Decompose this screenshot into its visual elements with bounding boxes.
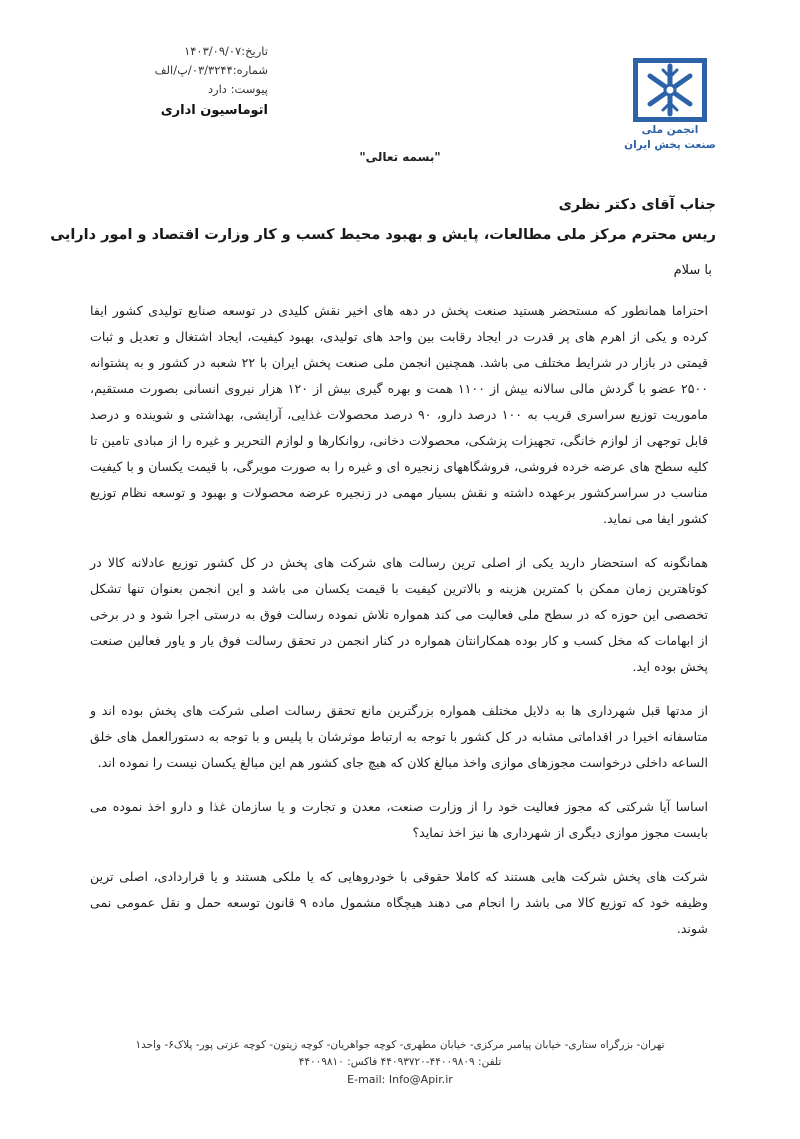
invocation: "بسمه تعالی" (359, 150, 441, 164)
addressee-title: جناب آقای دکتر نظری (558, 197, 716, 213)
office-automation-label: اتوماسیون اداری (160, 103, 268, 118)
body-paragraph: احتراما همانطور که مستحضر هستید صنعت پخش در دهه های اخیر نقش کلیدی در توسعه صنایع تولیدی کشور ایفا کرده و یکی از اهرم های پر قدرت در ایجاد رقابت بین واحد های تولیدی، بهبود کیفیت، ایجاد اشتغال و تعدیل و ثبات قیمتی در بازار در شرایط مختلف می باشد. همچنین انجمن ملی صنعت پخش ایران با ۲۲ شعبه در کشور و به پشتوانه ۲۵۰۰ عضو با گردش مالی سالانه بیش از ۱۱۰۰ همت و بهره گیری بیش از ۱۲۰ هزار نیروی انسانی بصورت مستقیم، ماموریت توزیع سراسری قریب به ۱۰۰ درصد دارو، ۹۰ درصد محصولات غذایی، آرایشی، بهداشتی و شوینده و درصد قابل توجهی از لوازم خانگی، تجهیزات پزشکی، محصولات دخانی، روانکارها و لوازم التحریر و غیره را از مبادی تامین تا کلیه سطح های عرضه خرده فروشی، فروشگاههای زنجیره ای و غیره را به صورت مویرگی، با قیمت یکسان و با کیفیت مناسب در سراسرکشور برعهده داشته و نقش بسیار مهمی در زنجیره عرضه محصولات و بهبود و توسعه نظام توزیع کشور ایفا می نماید. (90, 303, 709, 526)
snowflake-logo-icon (633, 58, 707, 122)
letter-attachment: پیوست: دارد (207, 82, 268, 96)
logo-name-line2: صنعت پخش ایران (624, 139, 716, 151)
letter-meta (118, 42, 268, 120)
logo-name-line1: انجمن ملی (641, 124, 699, 136)
addressee-block (50, 190, 716, 250)
addressee-position: ریس محترم مرکز ملی مطالعات، پایش و بهبود محیط کسب و کار وزارت اقتصاد و امور دارایی (50, 227, 716, 243)
footer-address: تهران- بزرگراه ستاری- خیابان پیامبر مرکزی- خیابان مطهری- کوچه جواهریان- کوچه زیتون- کوچه عزتی پور- پلاک۶- واحد۱ (135, 1039, 665, 1051)
letter-date: تاریخ:۱۴۰۳/۰۹/۰۷ (184, 44, 268, 58)
letter-footer (0, 1037, 800, 1088)
greeting: با سلام (673, 263, 712, 278)
letter-number: شماره:۰۳/۳۲۴۴/پ/الف (154, 63, 268, 77)
body-paragraph: شرکت های پخش شرکت هایی هستند که کاملا حقوقی با خودروهایی که یا ملکی هستند و یا قراردادی، اصلی ترین وظیفه خود که توزیع کالا می باشد را انجام می دهند هیچگاه مشمول ماده ۹ قانون توسعه حمل و نقل عمومی نمی شوند. (90, 869, 708, 936)
letter-body (90, 298, 708, 960)
association-logo (624, 58, 716, 152)
body-paragraph: اساسا آیا شرکتی که مجوز فعالیت خود را از وزارت صنعت، معدن و تجارت و یا سازمان غذا و دارو اخذ نموده می بایست مجوز موازی دیگری از شهرداری ها نیز اخذ نماید؟ (90, 799, 708, 840)
footer-phones: تلفن: ۴۴۰۰۹۸۰۹-۴۴۰۹۳۷۲۰ فاکس: ۴۴۰۰۹۸۱۰ (298, 1056, 502, 1068)
footer-email: E-mail: Info@Apir.ir (347, 1073, 453, 1086)
body-paragraph: از مدتها قبل شهرداری ها به دلایل مختلف همواره بزرگترین مانع تحقق رسالت اصلی شرکت های پخش بوده اند و متاسفانه اخیرا در اقداماتی مشابه در کل کشور با توجه به ارتباط موثرشان با پلیس و با توجه به دستورالعمل های خلق الساعه داخلی درخواست مجوزهای موازی واخذ مبالغ کلان که هیچ جای کشور هم این مبالغ یکسان نیست را نموده اند. (90, 703, 708, 770)
body-paragraph: همانگونه که استحضار دارید یکی از اصلی ترین رسالت های شرکت های پخش در کل کشور توزیع عادلانه کالا در کوتاهترین زمان ممکن با کمترین هزینه و بالاترین کیفیت با قیمت یکسان می باشد و این انجمن بعنوان تنها تشکل تخصصی این حوزه که در سطح ملی فعالیت می کند همواره تلاش نموده رسالت فوق به درستی اجرا شود و در برخی از ابهامات که مخل کسب و کار بوده همکارانتان همواره در کنار انجمن در تحقق رسالت فوق یار و یاور فعالین صنعت پخش بوده اید. (90, 555, 708, 674)
